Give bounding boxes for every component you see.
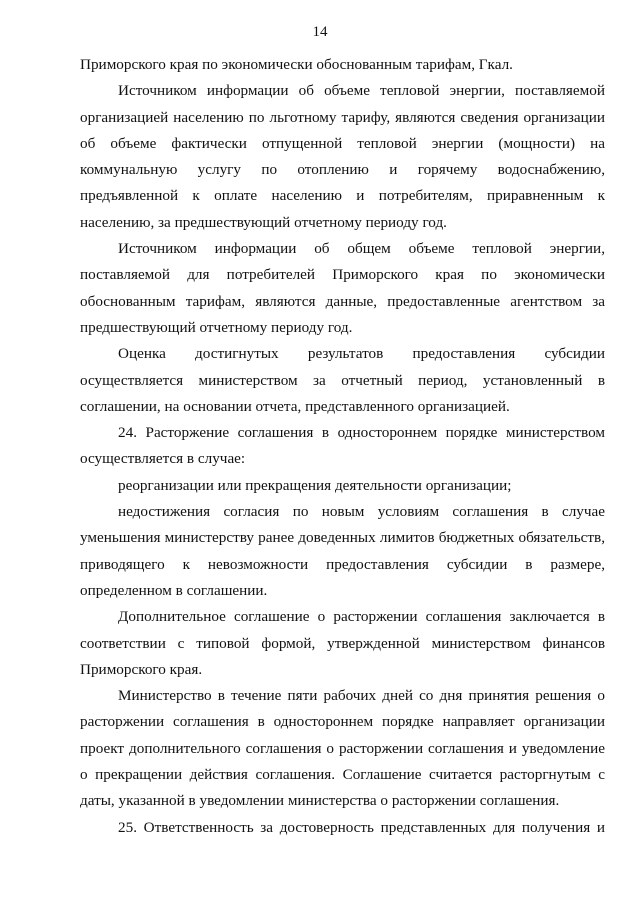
paragraph-9: Министерство в течение пяти рабочих дней со дня принятия решения о расторжении соглашения в одностороннем порядке направляет организации проект дополнительного соглашения о расторжении соглашения и уведомление о прекращении действия соглашения. Соглашение считается расторгнутым с даты, указанной в уведомлении министерства о расторжении соглашения. [80, 687, 605, 810]
paragraph-3: Источником информации об общем объеме тепловой энергии, поставляемой для потребителей Приморского края по экономически обоснованным тарифам, являются данные, предоставленные агентством за предшествующий отчетному периоду год. [80, 240, 605, 336]
paragraph-10: 25. Ответственность за достоверность представленных для получения и [118, 818, 605, 836]
paragraph-4: Оценка достигнутых результатов предоставления субсидии осуществляется министерством за отчетный период, установленный в соглашении, на основании отчета, представленного организацией. [80, 345, 605, 415]
paragraph-7: недостижения согласия по новым условиям соглашения в случае уменьшения министерству ранее доведенных лимитов бюджетных обязательств, приводящего к невозможности предоставления субсидии в размере, определенном в соглашении. [80, 503, 605, 599]
paragraph-2: Источником информации об объеме тепловой энергии, поставляемой организацией населению по льготному тарифу, являются сведения организации об объеме фактически отпущенной тепловой энергии (мощности) на коммунальную услугу по отоплению и горячему водоснабжению, предъявленной к оплате населению и потребителям, приравненным к населению, за предшествующий отчетному периоду год. [80, 82, 605, 231]
page-number: 14 [312, 24, 328, 40]
paragraph-1: Приморского края по экономически обоснованным тарифам, Гкал. [80, 56, 513, 73]
paragraph-6: реорганизации или прекращения деятельности организации; [118, 476, 512, 494]
document-body [80, 52, 605, 841]
paragraph-8: Дополнительное соглашение о расторжении соглашения заключается в соответствии с типовой формой, утвержденной министерством финансов Приморского края. [80, 608, 605, 678]
paragraph-5: 24. Расторжение соглашения в одностороннем порядке министерством осуществляется в случае: [80, 424, 605, 468]
